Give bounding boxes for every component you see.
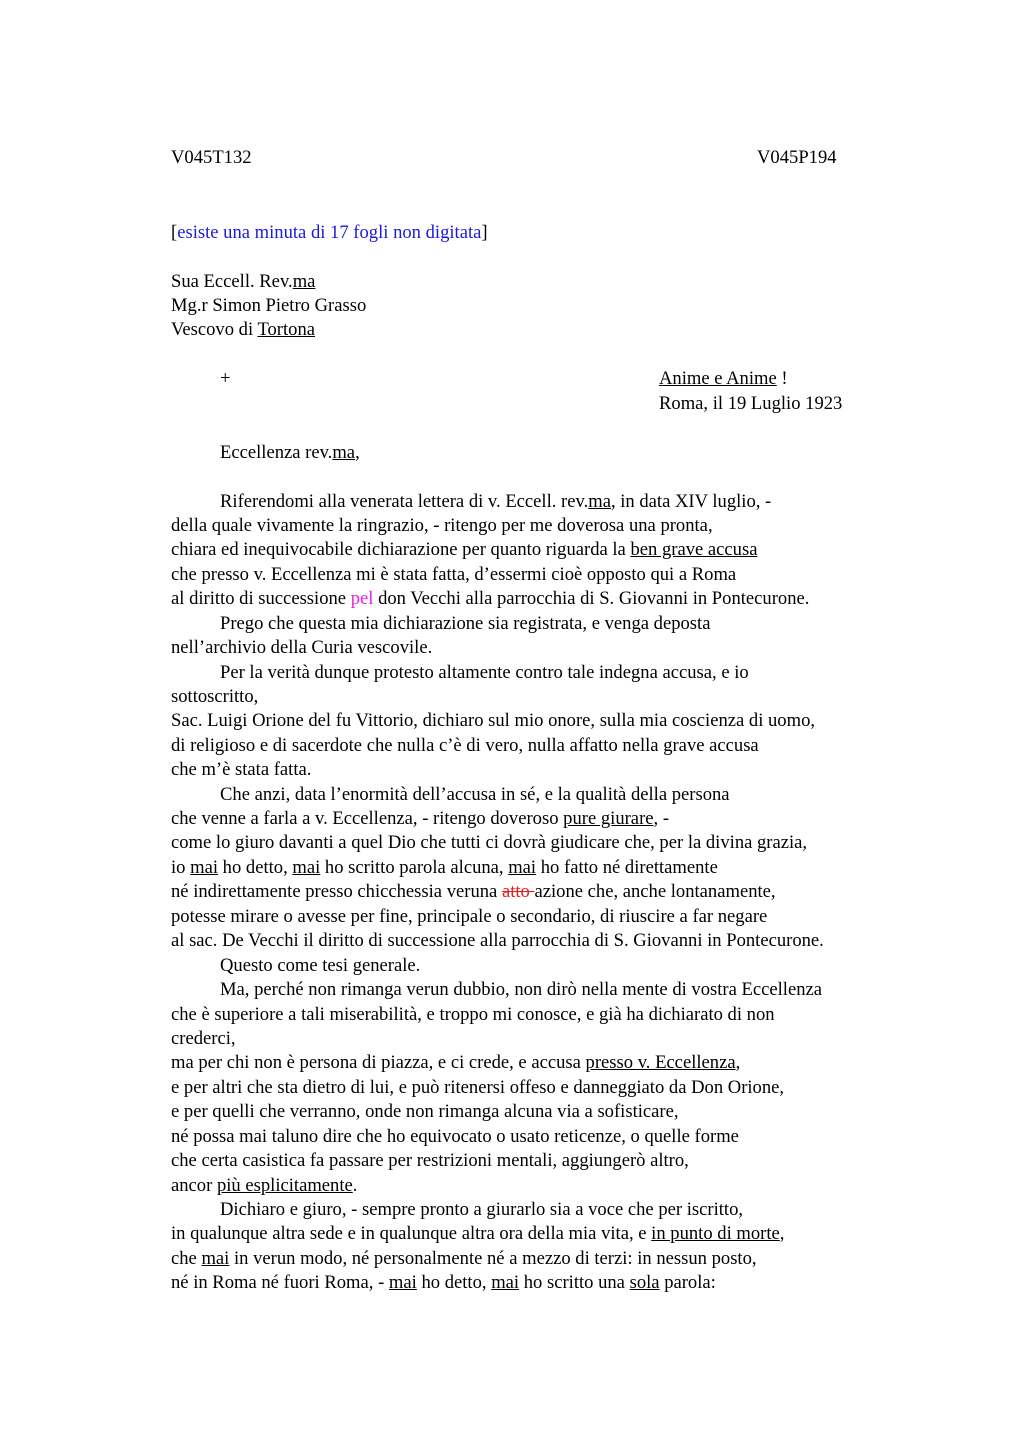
body-line-1: Riferendomi alla venerata lettera di v. Eccell. rev.ma, in data XIV luglio, - bbox=[220, 491, 772, 512]
body-line-4: che presso v. Eccellenza mi è stata fatta, d’essermi cioè opposto qui a Roma bbox=[171, 564, 737, 585]
body-line-3: chiara ed inequivocabile dichiarazione per quanto riguarda la ben grave accusa bbox=[171, 539, 758, 560]
address-line-3: Vescovo di Tortona bbox=[171, 319, 315, 340]
body-line-8: Per la verità dunque protesto altamente contro tale indegna accusa, e io bbox=[220, 662, 749, 683]
body-line-26: e per quelli che verranno, onde non rimanga alcuna via a sofisticare, bbox=[171, 1101, 679, 1122]
cross-mark: + bbox=[220, 368, 231, 389]
body-line-12: che m’è stata fatta. bbox=[171, 759, 312, 780]
body-line-30: Dichiaro e giuro, - sempre pronto a giurarlo sia a voce che per iscritto, bbox=[220, 1199, 744, 1220]
body-line-32: che mai in verun modo, né personalmente né a mezzo di terzi: in nessun posto, bbox=[171, 1248, 757, 1269]
body-line-5: al diritto di successione pel don Vecchi alla parrocchia di S. Giovanni in Pontecurone. bbox=[171, 588, 810, 609]
body-line-13: Che anzi, data l’enormità dell’accusa in sé, e la qualità della persona bbox=[220, 784, 730, 805]
body-line-2: della quale vivamente la ringrazio, - ritengo per me doverosa una pronta, bbox=[171, 515, 713, 536]
body-line-24: ma per chi non è persona di piazza, e ci crede, e accusa presso v. Eccellenza, bbox=[171, 1052, 741, 1073]
body-line-21: Ma, perché non rimanga verun dubbio, non dirò nella mente di vostra Eccellenza bbox=[220, 979, 823, 1000]
body-line-11: di religioso e di sacerdote che nulla c’è di vero, nulla affatto nella grave accusa bbox=[171, 735, 759, 756]
body-line-19: al sac. De Vecchi il diritto di successione alla parrocchia di S. Giovanni in Pontecurone. bbox=[171, 930, 824, 951]
editor-note: [esiste una minuta di 17 fogli non digitata] bbox=[171, 222, 488, 243]
body-line-17: né indirettamente presso chicchessia veruna atto azione che, anche lontanamente, bbox=[171, 881, 776, 902]
body-line-14: che venne a farla a v. Eccellenza, - ritengo doveroso pure giurare, - bbox=[171, 808, 670, 829]
body-line-15: come lo giuro davanti a quel Dio che tutti ci dovrà giudicare che, per la divina grazia, bbox=[171, 832, 808, 853]
body-line-20: Questo come tesi generale. bbox=[220, 955, 421, 976]
address-line-1: Sua Eccell. Rev.ma bbox=[171, 271, 316, 292]
struck-word: atto bbox=[501, 881, 535, 902]
body-line-6: Prego che questa mia dichiarazione sia registrata, e venga deposta bbox=[220, 613, 711, 634]
header-right-code: V045P194 bbox=[757, 147, 837, 168]
editor-note-text: esiste una minuta di 17 fogli non digitata bbox=[177, 222, 482, 243]
dateline: Roma, il 19 Luglio 1923 bbox=[659, 393, 843, 414]
body-line-18: potesse mirare o avesse per fine, principale o secondario, di riuscire a far negare bbox=[171, 906, 768, 927]
body-line-23: crederci, bbox=[171, 1028, 236, 1049]
salutation: Eccellenza rev.ma, bbox=[220, 442, 360, 463]
body-line-22: che è superiore a tali miserabilità, e troppo mi conosce, e già ha dichiarato di non bbox=[171, 1004, 775, 1025]
body-line-29: ancor più esplicitamente. bbox=[171, 1175, 358, 1196]
body-line-7: nell’archivio della Curia vescovile. bbox=[171, 637, 433, 658]
body-line-16: io mai ho detto, mai ho scritto parola alcuna, mai ho fatto né direttamente bbox=[171, 857, 718, 878]
body-line-9: sottoscritto, bbox=[171, 686, 259, 707]
body-line-31: in qualunque altra sede e in qualunque altra ora della mia vita, e in punto di morte, bbox=[171, 1223, 785, 1244]
body-line-10: Sac. Luigi Orione del fu Vittorio, dichiaro sul mio onore, sulla mia coscienza di uomo, bbox=[171, 710, 816, 731]
body-line-33: né in Roma né fuori Roma, - mai ho detto, mai ho scritto una sola parola: bbox=[171, 1272, 716, 1293]
body-line-25: e per altri che sta dietro di lui, e può ritenersi offeso e danneggiato da Don Orione, bbox=[171, 1077, 785, 1098]
motto: Anime e Anime ! bbox=[659, 368, 788, 389]
body-line-28: che certa casistica fa passare per restrizioni mentali, aggiungerò altro, bbox=[171, 1150, 689, 1171]
address-line-2: Mg.r Simon Pietro Grasso bbox=[171, 295, 367, 316]
body-line-27: né possa mai taluno dire che ho equivocato o usato reticenze, o quelle forme bbox=[171, 1126, 739, 1147]
header-left-code: V045T132 bbox=[171, 147, 252, 168]
